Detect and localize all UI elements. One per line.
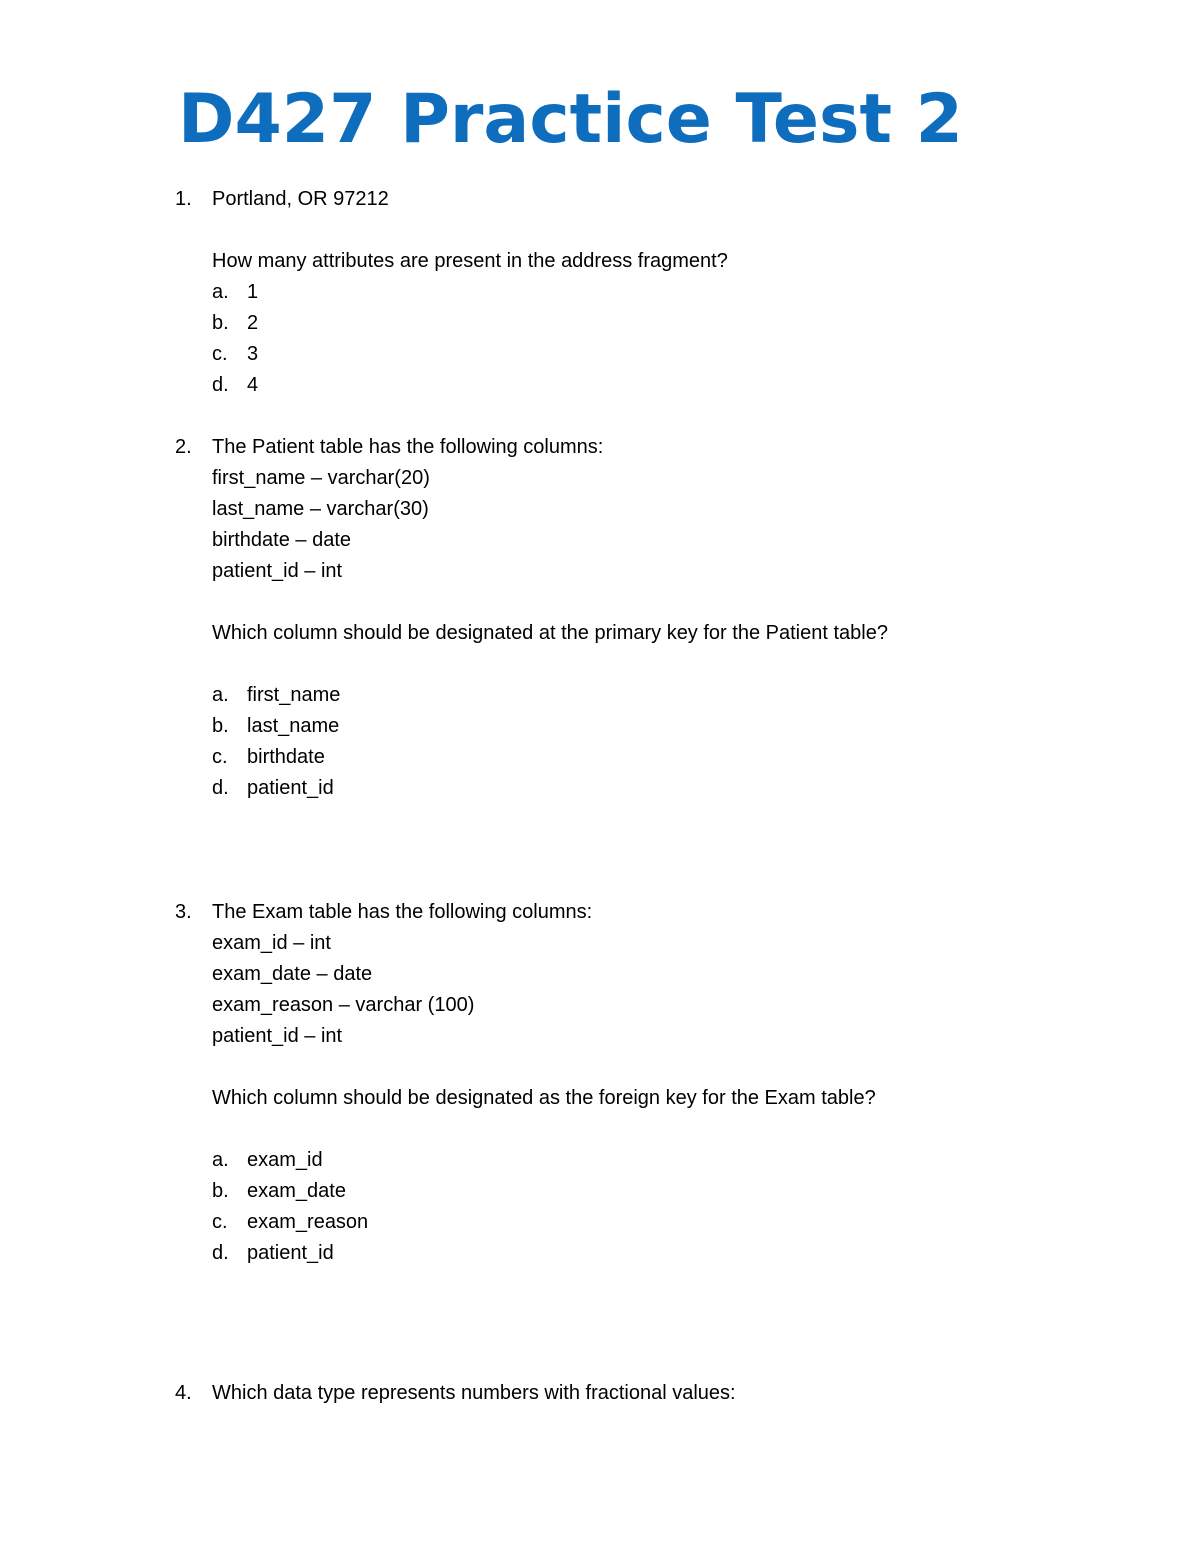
question-4-text: Which data type represents numbers with fractional values:	[212, 1382, 736, 1404]
q2-option-c: birthdate	[247, 746, 325, 768]
question-3-column-3: exam_reason – varchar (100)	[212, 994, 475, 1016]
question-3-text: The Exam table has the following columns:	[212, 901, 593, 923]
question-4-number: 4.	[175, 1382, 192, 1404]
q3-option-b-letter: b.	[212, 1180, 229, 1202]
question-2-column-2: last_name – varchar(30)	[212, 498, 429, 520]
q3-option-a-letter: a.	[212, 1149, 229, 1171]
q2-option-d: patient_id	[247, 777, 334, 799]
q2-option-b-letter: b.	[212, 715, 229, 737]
q3-option-c-letter: c.	[212, 1211, 228, 1233]
q1-option-c-letter: c.	[212, 343, 228, 365]
question-2-column-4: patient_id – int	[212, 560, 343, 582]
q1-option-d: 4	[247, 374, 259, 396]
question-2-number: 2.	[175, 436, 192, 458]
question-2-prompt: Which column should be designated at the primary key for the Patient table?	[212, 622, 888, 644]
question-1-prompt: How many attributes are present in the address fragment?	[212, 250, 728, 272]
question-3-prompt: Which column should be designated as the foreign key for the Exam table?	[212, 1087, 876, 1109]
question-1-number: 1.	[175, 188, 192, 210]
question-2-column-1: first_name – varchar(20)	[212, 467, 430, 489]
question-2-column-3: birthdate – date	[212, 529, 351, 551]
q2-option-c-letter: c.	[212, 746, 228, 768]
question-3-column-1: exam_id – int	[212, 932, 331, 954]
question-3-number: 3.	[175, 901, 192, 923]
q1-option-c: 3	[247, 343, 259, 365]
q2-option-b: last_name	[247, 715, 340, 737]
question-3-column-2: exam_date – date	[212, 963, 373, 985]
q3-option-a: exam_id	[247, 1149, 323, 1171]
document-title: D427 Practice Test 2	[178, 80, 963, 159]
q3-option-d: patient_id	[247, 1242, 334, 1264]
q3-option-c: exam_reason	[247, 1211, 369, 1233]
question-1-text: Portland, OR 97212	[212, 188, 389, 210]
q1-option-a-letter: a.	[212, 281, 229, 303]
question-2-text: The Patient table has the following columns:	[212, 436, 604, 458]
q2-option-a-letter: a.	[212, 684, 229, 706]
q1-option-d-letter: d.	[212, 374, 229, 396]
q3-option-d-letter: d.	[212, 1242, 229, 1264]
q3-option-b: exam_date	[247, 1180, 346, 1202]
question-3-column-4: patient_id – int	[212, 1025, 343, 1047]
q1-option-b: 2	[247, 312, 259, 334]
q2-option-d-letter: d.	[212, 777, 229, 799]
q1-option-a: 1	[247, 281, 259, 303]
q2-option-a: first_name	[247, 684, 341, 706]
q1-option-b-letter: b.	[212, 312, 229, 334]
